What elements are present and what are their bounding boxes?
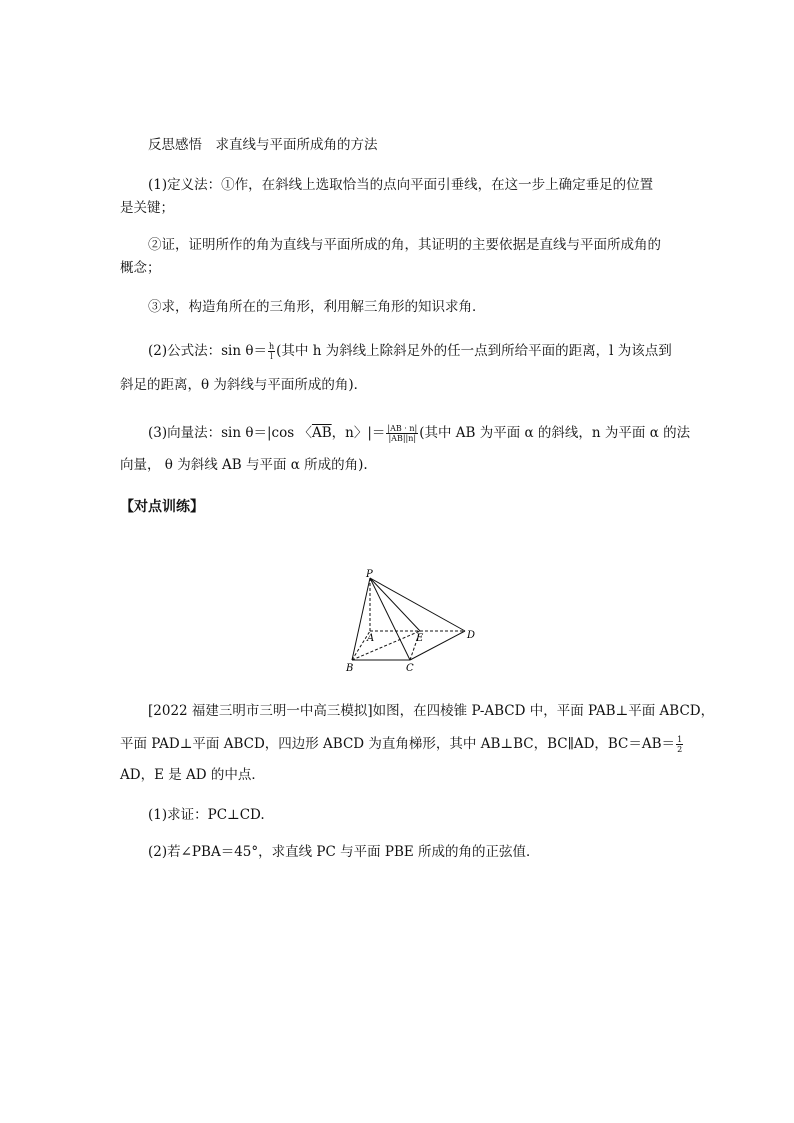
label-E: E xyxy=(416,633,424,644)
edge-BE xyxy=(352,631,420,660)
method1-line1: (1)定义法：①作，在斜线上选取恰当的点向平面引垂线，在这一步上确定垂足的位置 xyxy=(148,177,654,193)
question-2: (2)若∠PBA＝45°，求直线 PC 与平面 PBE 所成的角的正弦值． xyxy=(148,844,540,860)
method1c-line: ③求，构造角所在的三角形，利用解三角形的知识求角． xyxy=(148,299,486,315)
method-heading: 反思感悟 求直线与平面所成角的方法 xyxy=(148,137,378,153)
problem-line2-text: 平面 PAD⊥平面 ABCD，四边形 ABCD 为直角梯形，其中 AB⊥BC，BC∥AD，BC＝AB＝ xyxy=(120,736,676,752)
edge-PE xyxy=(370,578,420,631)
section-title: 【对点训练】 xyxy=(120,499,204,515)
method3-fraction: $\frac{|AB \cdot n|}{|AB||n|}$ xyxy=(387,424,418,443)
edge-PD xyxy=(370,578,465,631)
label-C: C xyxy=(406,663,414,674)
method3-prefix: (3)向量法：sin θ＝|cos 〈 xyxy=(148,425,312,441)
method3-vector: $\overline{AB}$ xyxy=(311,425,332,441)
method2-rest: (其中 h 为斜线上除斜足外的任一点到所给平面的距离，l 为该点到 xyxy=(276,343,672,359)
method2-fraction: $\frac{h}{l}$ xyxy=(268,342,275,361)
problem-line1: [2022 福建三明市三明一中高三模拟]如图，在四棱锥 P-ABCD 中，平面 PAB⊥平面 ABCD， xyxy=(148,703,715,719)
method3-mid: ，n〉|＝ xyxy=(331,425,386,441)
label-A: A xyxy=(367,633,375,644)
method2-line2: 斜足的距离，θ 为斜线与平面所成的角)． xyxy=(120,377,368,393)
edge-PB xyxy=(352,578,370,660)
problem-fraction: $\frac{1}{2}$ xyxy=(677,735,683,754)
problem-line3: AD，E 是 AD 的中点． xyxy=(120,767,265,783)
label-B: B xyxy=(346,663,354,674)
method2-line1 xyxy=(148,342,672,361)
method1-line2: 是关键； xyxy=(120,200,174,216)
method3-line1 xyxy=(148,424,690,443)
question-1: (1)求证：PC⊥CD. xyxy=(148,807,265,823)
label-D: D xyxy=(467,630,476,641)
method1b-line2: 概念； xyxy=(120,260,161,276)
pyramid-figure xyxy=(340,568,480,678)
label-P: P xyxy=(366,569,373,580)
edge-PC xyxy=(370,578,410,660)
method2-prefix: (2)公式法：sin θ＝ xyxy=(148,343,267,359)
method3-line2: 向量， θ 为斜线 AB 与平面 α 所成的角). xyxy=(120,457,368,473)
method1b-line1: ②证，证明所作的角为直线与平面所成的角，其证明的主要依据是直线与平面所成角的 xyxy=(148,237,661,253)
method3-rest: (其中 AB 为平面 α 的斜线，n 为平面 α 的法 xyxy=(419,425,691,441)
problem-line2 xyxy=(120,735,684,754)
